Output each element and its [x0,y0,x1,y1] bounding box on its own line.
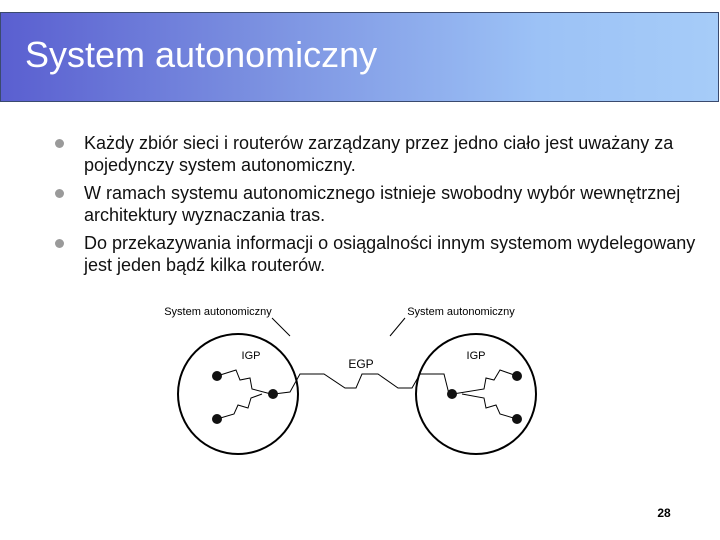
right-igp-link-upper [453,370,517,394]
egp-link [274,374,449,394]
left-system-label: System autonomiczny [164,306,272,318]
left-router-bottom-icon [212,414,222,424]
right-label-leader [390,318,405,336]
left-system-circle [178,334,298,454]
bullet-list [0,132,700,282]
autonomous-systems-diagram [0,290,720,460]
right-igp-link-lower [462,394,517,419]
bullet-dot-icon [55,189,64,198]
left-igp-link-lower [217,394,262,419]
right-border-router-icon [447,389,457,399]
slide-title: System autonomiczny [25,34,378,75]
left-border-router-icon [268,389,278,399]
left-label-leader [272,318,290,336]
page-number: 28 [657,506,671,520]
egp-label: EGP [348,357,374,371]
bullet-item [0,132,700,176]
bullet-dot-icon [55,239,64,248]
right-system-label: System autonomiczny [407,306,515,318]
title-bar [0,12,719,102]
left-igp-label: IGP [241,350,261,362]
bullet-dot-icon [55,139,64,148]
left-router-top-icon [212,371,222,381]
right-igp-label: IGP [466,350,486,362]
right-router-bottom-icon [512,414,522,424]
right-router-top-icon [512,371,522,381]
bullet-item [0,232,700,276]
bullet-text: Każdy zbiór sieci i routerów zarządzany przez jedno ciało jest uważany za pojedynczy system autonomiczny. [84,133,674,175]
bullet-text: Do przekazywania informacji o osiągalności innym systemom wydelegowany jest jeden bądź kilka routerów. [84,233,696,275]
bullet-item [0,182,700,226]
left-igp-link-upper [217,370,271,394]
bullet-text: W ramach systemu autonomicznego istnieje swobodny wybór wewnętrznej architektury wyznaczania tras. [84,183,681,225]
